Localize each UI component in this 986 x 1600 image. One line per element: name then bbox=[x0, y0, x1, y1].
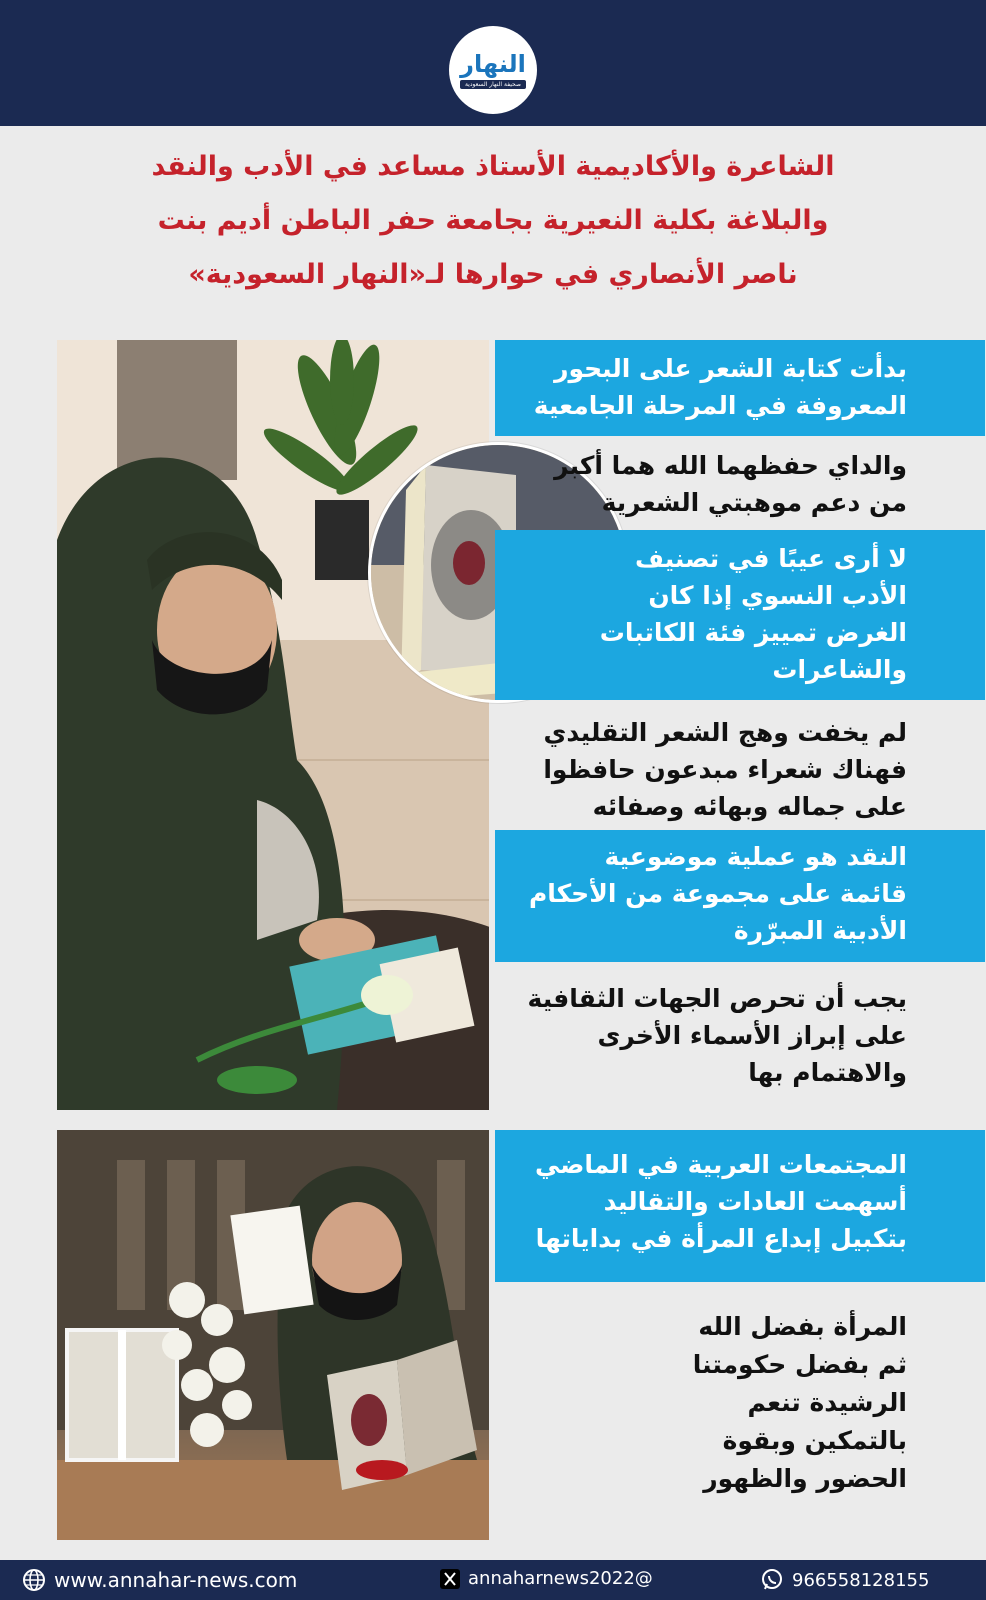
quote-line: على جماله وبهائه وصفائه bbox=[592, 792, 907, 821]
poet-reading-illustration bbox=[57, 1130, 489, 1540]
headline bbox=[100, 140, 886, 302]
annahar-logo bbox=[449, 26, 537, 114]
website-text: www.annahar-news.com bbox=[54, 1568, 298, 1592]
whatsapp-number: 966558128155 bbox=[792, 1569, 930, 1591]
x-logo-icon bbox=[440, 1569, 460, 1589]
quote-box bbox=[495, 1130, 985, 1282]
logo-wordmark: النهار bbox=[460, 49, 526, 78]
x-handle-link[interactable] bbox=[440, 1568, 653, 1589]
quote-box bbox=[495, 1308, 985, 1508]
quote-box bbox=[495, 340, 985, 436]
quote-box bbox=[495, 442, 985, 526]
quote-line: قائمة على مجموعة من الأحكام bbox=[528, 879, 907, 908]
quote-box bbox=[495, 980, 985, 1106]
whatsapp-icon bbox=[760, 1568, 784, 1592]
header-bar bbox=[0, 0, 986, 126]
quote-box bbox=[495, 530, 985, 700]
quote-line: يجب أن تحرص الجهات الثقافية bbox=[527, 984, 907, 1013]
quote-line: الأدبية المبرّرة bbox=[733, 916, 907, 945]
quote-line: المرأة بفضل الله bbox=[698, 1312, 907, 1341]
quote-line: لا أرى عيبًا في تصنيف bbox=[634, 544, 907, 573]
whatsapp-link[interactable] bbox=[760, 1568, 929, 1592]
quote-line: والداي حفظهما الله هما أكبر bbox=[554, 451, 907, 480]
footer-bar bbox=[0, 1560, 986, 1600]
quote-line: الأدب النسوي إذا كان bbox=[648, 581, 907, 610]
globe-icon bbox=[22, 1568, 46, 1592]
headline-line: ناصر الأنصاري في حوارها لـ«النهار السعودية» bbox=[188, 259, 798, 290]
quote-line: الغرض تمييز فئة الكاتبات bbox=[599, 618, 907, 647]
quote-line: والشاعرات bbox=[772, 655, 907, 684]
quote-line: ثم بفضل حكومتنا bbox=[692, 1350, 907, 1379]
quote-line: لم يخفت وهج الشعر التقليدي bbox=[543, 718, 907, 747]
quote-box bbox=[495, 706, 985, 826]
quote-line: الحضور والظهور bbox=[703, 1464, 907, 1493]
quote-line: الرشيدة تنعم bbox=[747, 1388, 907, 1417]
website-link[interactable] bbox=[22, 1568, 297, 1592]
x-handle-text: annaharnews2022@ bbox=[468, 1568, 653, 1589]
quote-line: بالتمكين وبقوة bbox=[722, 1426, 907, 1455]
quote-line: النقد هو عملية موضوعية bbox=[604, 842, 907, 871]
headline-line: الشاعرة والأكاديمية الأستاذ مساعد في الأدب والنقد bbox=[151, 151, 835, 182]
logo-subtitle: صحيفة النهار السعودية bbox=[460, 80, 526, 89]
quote-line: أسهمت العادات والتقاليد bbox=[603, 1187, 907, 1216]
quote-line: المعروفة في المرحلة الجامعية bbox=[533, 391, 907, 420]
quote-line: من دعم موهبتي الشعرية bbox=[601, 488, 907, 517]
quote-box bbox=[495, 830, 985, 962]
quote-line: المجتمعات العربية في الماضي bbox=[534, 1150, 907, 1179]
photo-poet-reading bbox=[57, 1130, 489, 1540]
quote-line: والاهتمام بها bbox=[748, 1058, 907, 1087]
headline-line: والبلاغة بكلية النعيرية بجامعة حفر الباطن أديم بنت bbox=[157, 205, 829, 236]
poet-signing-illustration bbox=[57, 340, 489, 1110]
quote-line: على إبراز الأسماء الأخرى bbox=[597, 1021, 907, 1050]
quote-line: بتكبيل إبداع المرأة في بداياتها bbox=[535, 1224, 907, 1253]
photo-poet-signing bbox=[57, 340, 489, 1110]
quote-line: فهناك شعراء مبدعون حافظوا bbox=[543, 755, 907, 784]
quote-line: بدأت كتابة الشعر على البحور bbox=[554, 354, 907, 383]
